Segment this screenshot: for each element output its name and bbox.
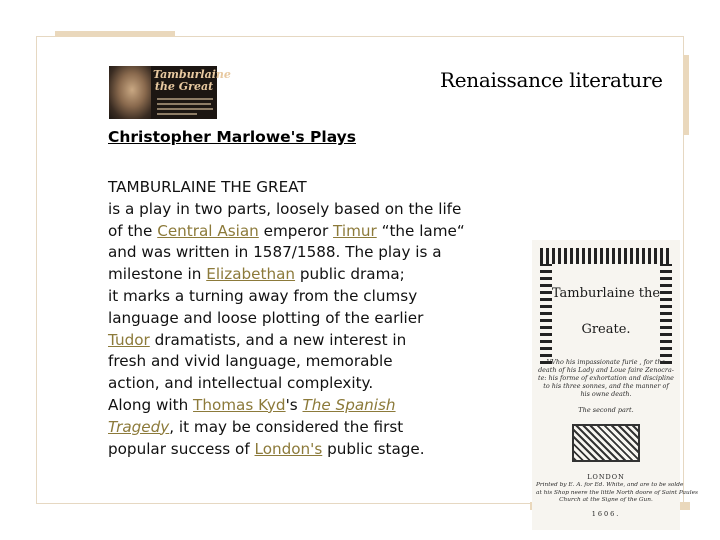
ornament-border xyxy=(540,264,552,364)
title-page-year: 1606. xyxy=(591,510,621,518)
body-line: is a play in two parts, loosely based on the life xyxy=(108,199,462,218)
title-page-image xyxy=(532,240,698,530)
body-line: it marks a turning away from the clumsy xyxy=(108,286,418,305)
body-line: fresh and vivid language, memorable xyxy=(108,352,393,371)
body-line: and was written in 1587/1588. The play is a xyxy=(108,243,442,262)
body-text xyxy=(108,177,538,460)
thumbnail-text-line xyxy=(157,98,213,100)
body-line: of the Central Asian emperor Timur “the lame“ xyxy=(108,221,465,240)
link-thomas-kyd[interactable]: Thomas Kyd xyxy=(193,395,286,414)
portrait-image xyxy=(109,66,151,119)
title-page-imprint: Printed by E. A. for Ed. White, and are to be solde at his Shop neere the little North doore of Saint Paules Church at the Signe of the Gun. xyxy=(536,482,698,503)
thumbnail-title: Tamburlaine the Great xyxy=(153,68,231,93)
body-line: Tudor dramatists, and a new interest in xyxy=(108,330,407,349)
link-the-spanish-tragedy-cont[interactable]: Tragedy xyxy=(108,417,170,436)
play-heading: TAMBURLAINE THE GREAT xyxy=(108,178,307,196)
link-elizabethan[interactable]: Elizabethan xyxy=(206,265,296,284)
body-line: Along with Thomas Kyd's The Spanish xyxy=(108,395,396,414)
link-tudor[interactable]: Tudor xyxy=(108,330,150,349)
link-timur[interactable]: Timur xyxy=(333,221,377,240)
thumbnail-text-line xyxy=(157,108,213,110)
body-line: language and loose plotting of the earlier xyxy=(108,308,424,327)
title-page-title: Tamburlaine the xyxy=(551,286,661,301)
link-central-asian[interactable]: Central Asian xyxy=(157,221,259,240)
title-page-description: VVho his impassionate furie , for the death of his Lady and Loue faire Zenocra- te: his forme of exhortation and discipline to his three sonnes, and the manner of his owne death. xyxy=(538,358,674,398)
body-line: Tragedy, it may be considered the first xyxy=(108,417,404,436)
title-page-london: LONDON xyxy=(587,473,625,481)
printers-device-ornament xyxy=(572,424,640,462)
body-line: popular success of London's public stage. xyxy=(108,439,425,458)
body-line: milestone in Elizabethan public drama; xyxy=(108,265,405,284)
tamburlaine-thumbnail xyxy=(109,66,231,119)
slide-title: Renaissance literature xyxy=(440,68,663,92)
link-london[interactable]: London's xyxy=(254,439,323,458)
title-page-part: The second part. xyxy=(578,406,634,414)
link-the-spanish-tragedy[interactable]: The Spanish xyxy=(302,395,396,414)
slide-subtitle: Christopher Marlowe's Plays xyxy=(108,128,357,146)
thumbnail-text-line xyxy=(157,103,211,105)
thumbnail-text-line xyxy=(157,113,197,115)
ornament-border xyxy=(540,248,672,264)
ornament-border xyxy=(660,264,672,364)
title-page-title-2: Greate. xyxy=(581,322,631,337)
body-line: action, and intellectual complexity. xyxy=(108,374,374,393)
